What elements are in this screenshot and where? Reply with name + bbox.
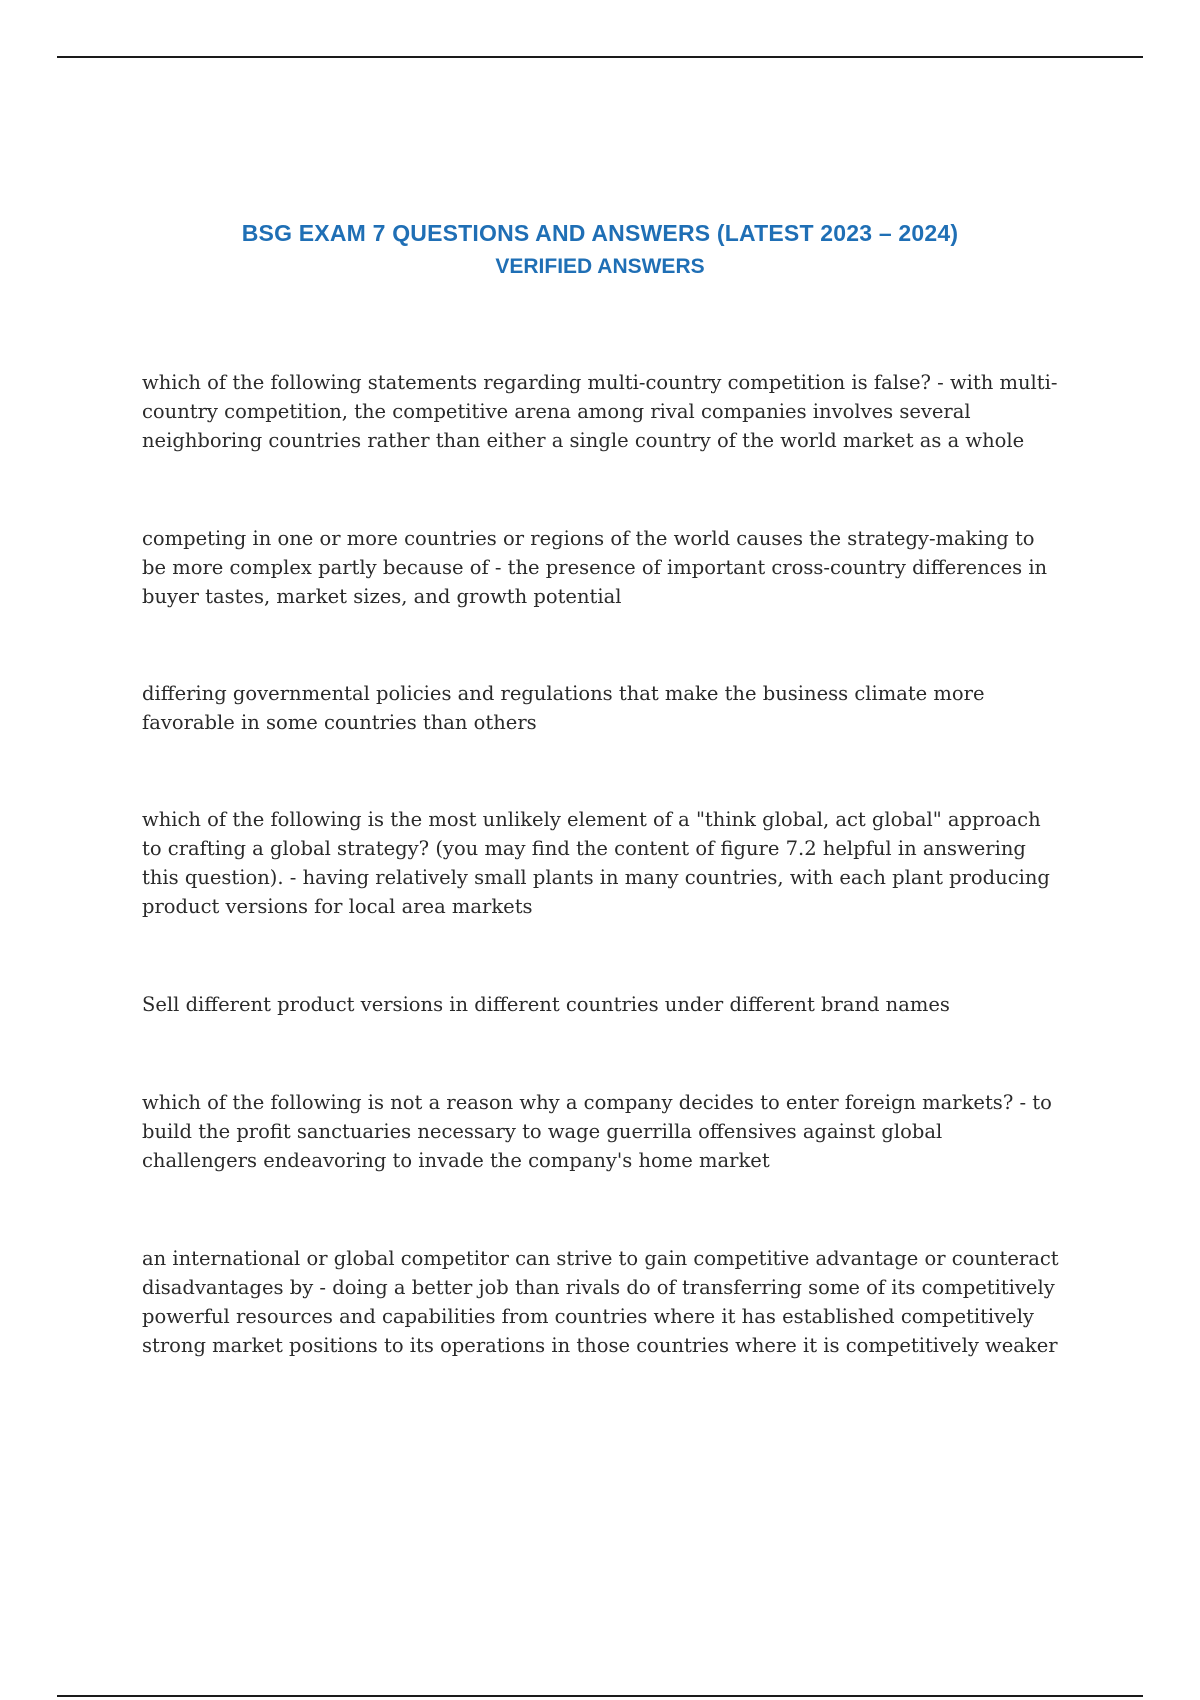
- title-line-2: VERIFIED ANSWERS: [495, 255, 705, 278]
- footer-rule: [57, 1695, 1143, 1697]
- header-rule: [57, 56, 1143, 58]
- qa-entry-3: differing governmental policies and regulations that make the business climate more favorable in some countries than others: [142, 682, 985, 734]
- qa-entry-4: which of the following is the most unlikely element of a "think global, act global" approach to crafting a global strategy? (you may find the content of figure 7.2 helpful in answering this question). - having relatively small plants in many countries, with each plant producing product versions for local area markets: [142, 808, 1050, 918]
- qa-entry-2: competing in one or more countries or regions of the world causes the strategy-making to be more complex partly because of - the presence of important cross-country differences in buyer tastes, market sizes, and growth potential: [142, 527, 1048, 608]
- document-title: [100, 216, 1100, 284]
- qa-entry-1: which of the following statements regarding multi-country competition is false? - with multi-country competition, the competitive arena among rival companies involves several neighboring countries rather than either a single country of the world market as a whole: [142, 371, 1058, 452]
- title-line-1: BSG EXAM 7 QUESTIONS AND ANSWERS (LATEST 2023 – 2024): [241, 220, 959, 246]
- qa-entry-6: which of the following is not a reason why a company decides to enter foreign markets? - to build the profit sanctuaries necessary to wage guerrilla offensives against global challengers endeavoring to invade the company's home market: [142, 1091, 1052, 1172]
- qa-entry-7: an international or global competitor can strive to gain competitive advantage or counteract disadvantages by - doing a better job than rivals do of transferring some of its competitively powerful resources and capabilities from countries where it has established competitively strong market positions to its operations in those countries where it is competitively weaker: [142, 1247, 1059, 1357]
- qa-entry-5: Sell different product versions in different countries under different brand names: [142, 993, 950, 1016]
